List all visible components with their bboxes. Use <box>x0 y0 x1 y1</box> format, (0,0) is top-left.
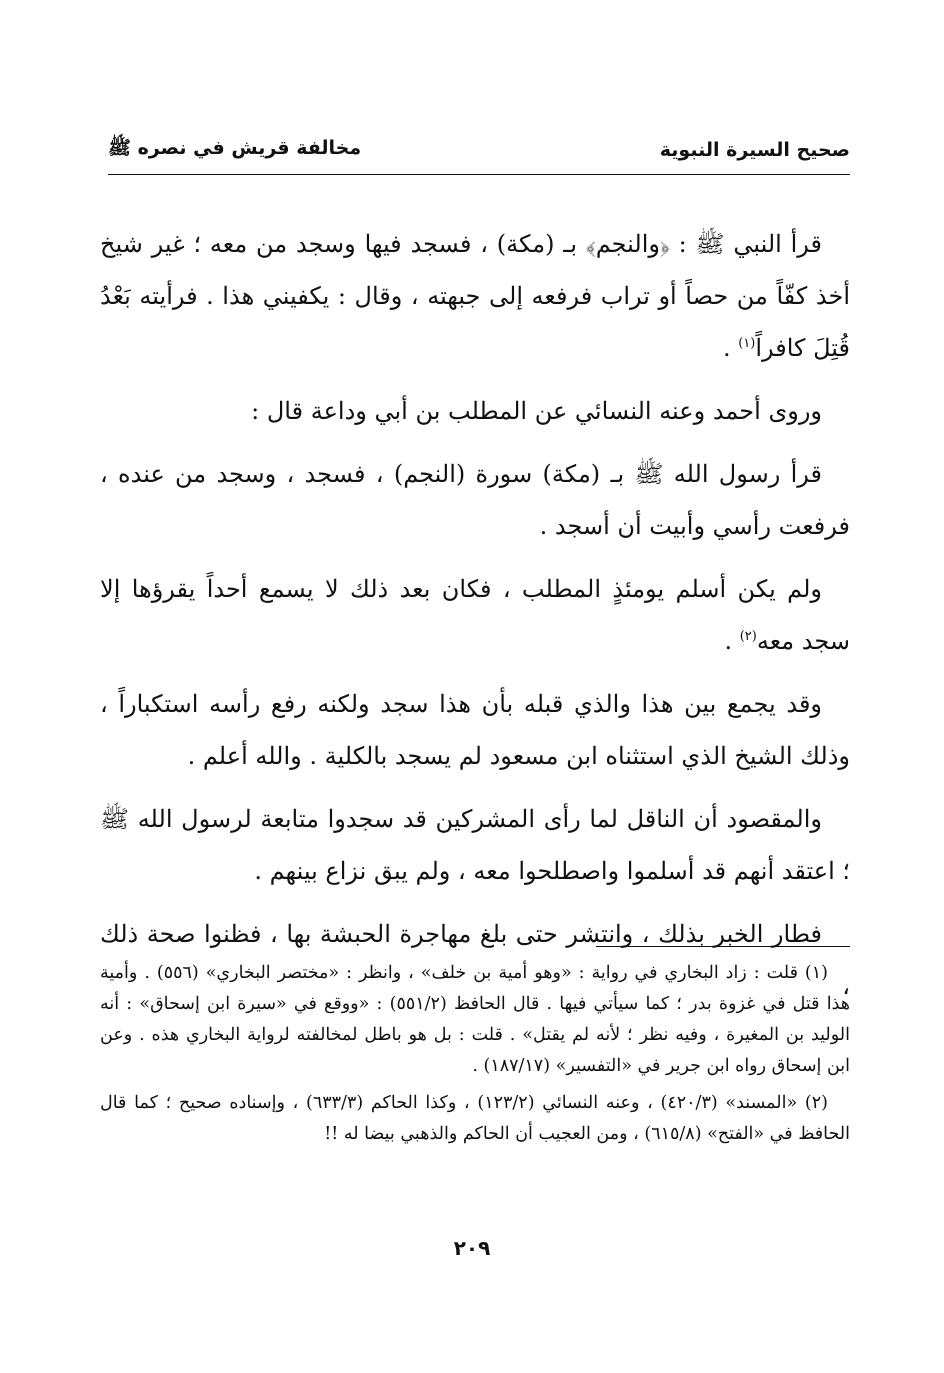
paragraph: والمقصود أن الناقل لما رأى المشركين قد سجدوا متابعة لرسول الله ﷺ ؛ اعتقد أنهم قد أسلموا واصطلحوا معه ، ولم يبق نزاع بينهم . <box>100 805 850 885</box>
paragraph: فطار الخبر بذلك ، وانتشر حتى بلغ مهاجرة الحبشة بها ، فظنوا صحة ذلك ، <box>100 920 850 1000</box>
paragraph: قرأ النبي ﷺ : ﴿والنجم﴾ بـ (مكة) ، فسجد فيها وسجد من معه ؛ غير شيخ أخذ كفّاً من حصاً أو تراب فرفعه إلى جبهته ، وقال : يكفيني هذا . فرأيته بَعْدُ قُتِلَ كافراً$^{(١)}$ . <box>100 230 850 362</box>
page-number: ٢٠٩ <box>453 1236 491 1260</box>
footnote-2: (٢) «المسند» (٤٢٠/٣) ، وعنه النسائي (١٢٣/٢) ، وكذا الحاكم (٦٣٣/٣) ، وإسناده صحيح ؛ كما قال الحافظ في «الفتح» (٦١٥/٨) ، ومن العجيب أن الحاكم والذهبي بيضا له !! <box>100 1093 850 1144</box>
paragraph: ولم يكن أسلم يومئذٍ المطلب ، فكان بعد ذلك لا يسمع أحداً يقرؤها إلا سجد معه$^{(٢)}$ . <box>100 575 850 655</box>
paragraph: وروى أحمد وعنه النسائي عن المطلب بن أبي وداعة قال : <box>251 397 822 425</box>
header-rule <box>108 174 850 175</box>
running-header <box>108 132 850 168</box>
book-title: صحيح السيرة النبوية <box>659 139 850 161</box>
footnote-1: (١) قلت : زاد البخاري في رواية : «وهو أمية بن خلف» ، وانظر : «مختصر البخاري» (٥٥٦) . وأمية هذا قتل في غزوة بدر ؛ كما سيأتي فيها . قال الحافظ (٥٥١/٢) : «ووقع في «سيرة ابن إسحاق» : أنه الوليد بن المغيرة ، وفيه نظر ؛ لأنه لم يقتل» . قلت : بل هو باطل لمخالفته لرواية البخاري هذه . وعن ابن إسحاق رواه ابن جرير في «التفسير» (١٨٧/١٧) . <box>100 963 850 1076</box>
main-text <box>100 218 850 1023</box>
paragraph: قرأ رسول الله ﷺ بـ (مكة) سورة (النجم) ، فسجد ، وسجد من عنده ، فرفعت رأسي وأبيت أن أسجد . <box>100 460 850 540</box>
footnote-ref: (١) <box>738 336 756 351</box>
footnotes <box>100 958 850 1156</box>
footnote-rule <box>596 946 850 947</box>
footnote-ref: (٢) <box>739 629 757 644</box>
chapter-title: مخالفة قريش في نصره ﷺ <box>108 137 362 159</box>
paragraph: وقد يجمع بين هذا والذي قبله بأن هذا سجد ولكنه رفع رأسه استكباراً ، وذلك الشيخ الذي استثناه ابن مسعود لم يسجد بالكلية . والله أعلم . <box>100 690 850 770</box>
